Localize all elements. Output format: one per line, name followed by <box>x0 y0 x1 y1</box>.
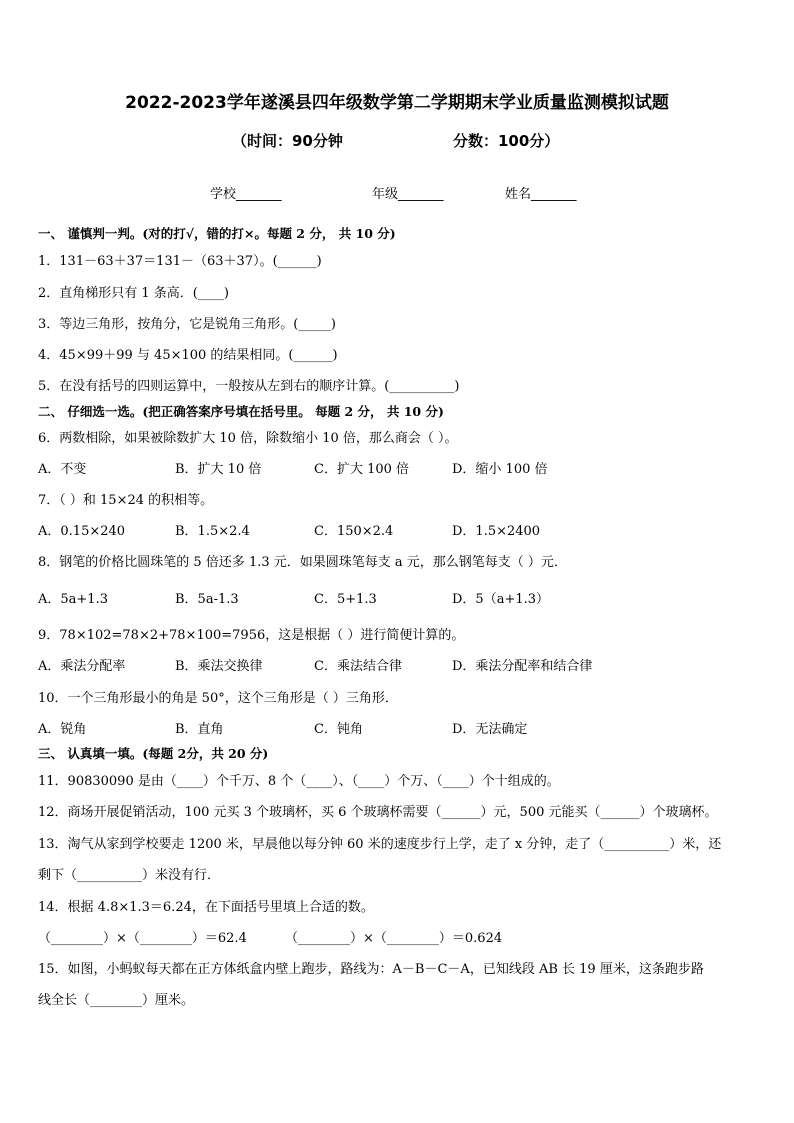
question-2: 2．直角梯形只有 1 条高．(____) <box>38 286 229 301</box>
q9-option-d[interactable]: D．乘法分配率和结合律 <box>452 659 593 674</box>
q9-option-c[interactable]: C．乘法结合律 <box>314 659 402 674</box>
exam-time: （时间：90分钟 <box>232 132 343 150</box>
question-4: 4．45×99＋99 与 45×100 的结果相同。(______) <box>38 348 338 363</box>
question-11: 11．90830090 是由（____）个千万、8 个（____）、（____）个万、（____）个十组成的。 <box>38 774 560 789</box>
q8-option-b[interactable]: B．5a-1.3 <box>175 592 239 607</box>
q6-option-b[interactable]: B．扩大 10 倍 <box>175 462 262 477</box>
question-14: 14．根据 4.8×1.3＝6.24，在下面括号里填上合适的数。 <box>38 900 374 915</box>
section-1-title: 一、 谨慎判一判。(对的打√，错的打×。每题 2 分， 共 10 分) <box>38 226 396 241</box>
question-10: 10．一个三角形最小的角是 50°，这个三角形是（ ）三角形． <box>38 691 398 706</box>
q6-option-c[interactable]: C．扩大 100 倍 <box>314 462 410 477</box>
school-field[interactable]: 学校_______ <box>210 187 282 202</box>
question-9: 9．78×102=78×2+78×100=7956，这是根据（ ）进行简便计算的。 <box>38 628 465 643</box>
q10-option-a[interactable]: A．锐角 <box>38 722 87 737</box>
question-13-line-1: 13．淘气从家到学校要走 1200 米，早晨他以每分钟 60 米的速度步行上学，走了 x 分钟，走了（__________）米，还 <box>38 837 722 852</box>
section-3-title: 三、 认真填一填。(每题 2分，共 20 分) <box>38 746 269 761</box>
q6-option-a[interactable]: A．不变 <box>38 462 87 477</box>
question-7: 7．（ ）和 15×24 的积相等。 <box>38 493 214 508</box>
page-title: 2022-2023学年遂溪县四年级数学第二学期期末学业质量监测模拟试题 <box>125 93 669 113</box>
grade-field[interactable]: 年级_______ <box>372 187 444 202</box>
question-8: 8．钢笔的价格比圆珠笔的 5 倍还多 1.3 元．如果圆珠笔每支 a 元，那么钢笔每支（ ）元． <box>38 555 567 570</box>
name-field[interactable]: 姓名_______ <box>505 187 577 202</box>
q7-option-c[interactable]: C．150×2.4 <box>314 524 394 539</box>
q9-option-a[interactable]: A．乘法分配率 <box>38 659 126 674</box>
q8-option-a[interactable]: A．5a+1.3 <box>38 592 108 607</box>
q7-option-a[interactable]: A．0.15×240 <box>38 524 126 539</box>
q10-option-b[interactable]: B．直角 <box>175 722 224 737</box>
q10-option-d[interactable]: D．无法确定 <box>452 722 528 737</box>
question-6: 6．两数相除，如果被除数扩大 10 倍，除数缩小 10 倍，那么商会（ ）。 <box>38 431 458 446</box>
q6-option-d[interactable]: D．缩小 100 倍 <box>452 462 548 477</box>
question-1: 1．131－63＋37＝131－（63＋37）。(______) <box>38 254 322 269</box>
q7-option-d[interactable]: D．1.5×2400 <box>452 524 541 539</box>
section-2-title: 二、 仔细选一选。(把正确答案序号填在括号里。 每题 2 分， 共 10 分) <box>38 404 444 419</box>
question-5: 5．在没有括号的四则运算中，一般按从左到右的顺序计算。(__________) <box>38 379 460 394</box>
q8-option-c[interactable]: C．5+1.3 <box>314 592 377 607</box>
question-3: 3．等边三角形，按角分，它是锐角三角形。(_____) <box>38 317 336 332</box>
question-13-line-2: 剩下（__________）米没有行． <box>38 868 221 883</box>
question-14-blank-b[interactable]: （________）×（________）＝0.624 <box>285 931 503 946</box>
question-15-line-2: 线全长（________）厘米。 <box>38 993 195 1008</box>
question-15-line-1: 15．如图，小蚂蚁每天都在正方体纸盒内壁上跑步，路线为：A－B－C－A，已知线段 AB 长 19 厘米，这条跑步路 <box>38 962 704 977</box>
exam-score: 分数：100分） <box>453 132 560 150</box>
question-12: 12．商场开展促销活动，100 元买 3 个玻璃杯，买 6 个玻璃杯需要（______）元，500 元能买（______）个玻璃杯。 <box>38 805 718 820</box>
q10-option-c[interactable]: C．钝角 <box>314 722 363 737</box>
question-14-blank-a[interactable]: （________）×（________）＝62.4 <box>38 931 247 946</box>
q7-option-b[interactable]: B．1.5×2.4 <box>175 524 250 539</box>
q9-option-b[interactable]: B．乘法交换律 <box>175 659 263 674</box>
q8-option-d[interactable]: D．5（a+1.3） <box>452 592 550 607</box>
